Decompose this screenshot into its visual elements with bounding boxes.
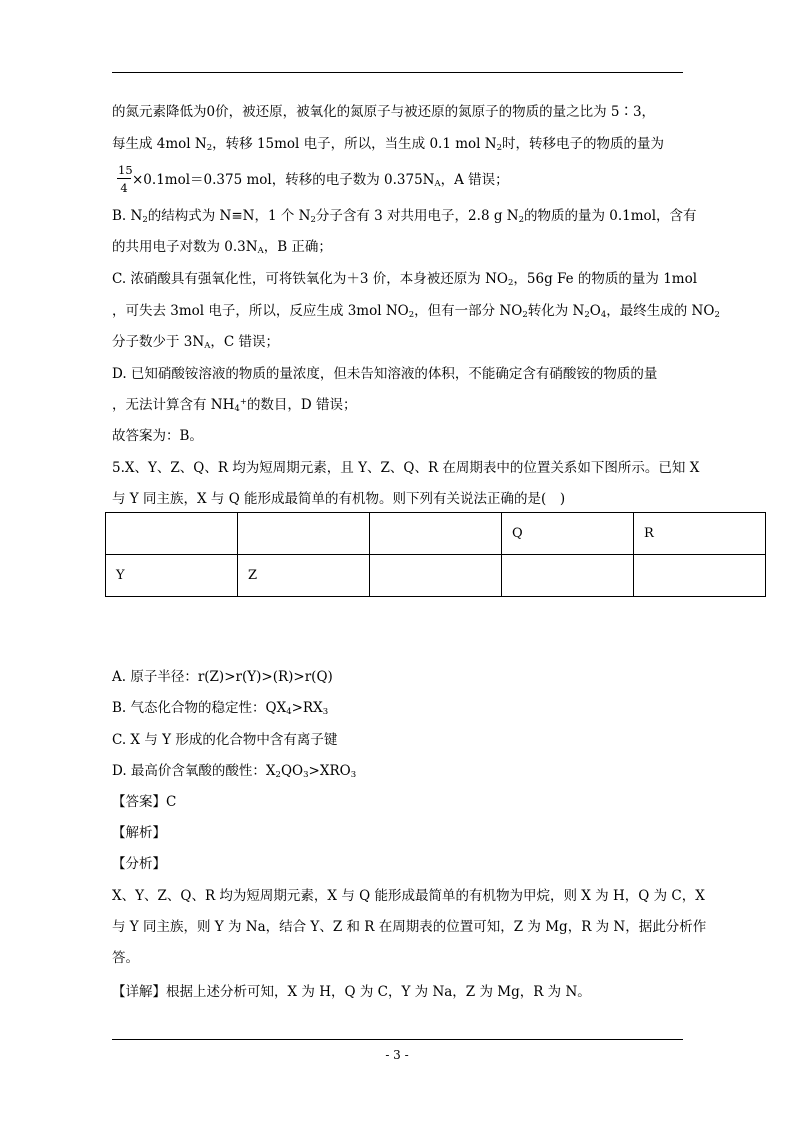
analysis-text: X、Y、Z、Q、R 均为短周期元素，X 与 Q 能形成最简单的有机物为甲烷，则 X 为 H，Q 为 C，X xyxy=(112,888,705,904)
question-line: 5.X、Y、Z、Q、R 均为短周期元素，且 Y、Z、Q、R 在周期表中的位置关系如下图所示。已知 X xyxy=(112,460,700,476)
option-b: B. 气态化合物的稳定性：$QX_4>RX_3$ xyxy=(112,700,329,717)
fraction-denominator: 4 xyxy=(120,181,128,195)
text-line: D. 已知硝酸铵溶液的物质的量浓度，但未告知溶液的体积，不能确定含有硝酸铵的物质的量 xyxy=(112,366,658,382)
answer-label: 【答案】C xyxy=(112,794,177,810)
table-cell: Y xyxy=(106,555,238,597)
table-cell xyxy=(106,513,238,555)
header-rule xyxy=(112,72,683,73)
footer-rule xyxy=(112,1039,683,1040)
table-cell xyxy=(634,555,766,597)
text-line: 的氮元素降低为0价，被还原，被氧化的氮原子与被还原的氮原子的物质的量之比为 5∶3， xyxy=(112,104,656,120)
table-row xyxy=(106,513,766,555)
table-cell: R xyxy=(634,513,766,555)
option-d: D. 最高价含氧酸的酸性：$X_2QO_3>XRO_3$ xyxy=(112,763,357,780)
table-row xyxy=(106,555,766,597)
text-line: B. $N_2$的结构式为 N≡N，1 个 $N_2$分子含有 3 对共用电子，2.8 g $N_2$的物质的量为 0.1mol，含有 xyxy=(112,208,697,225)
periodic-table-fragment xyxy=(105,512,766,597)
text-line: ，可失去 3mol 电子，所以，反应生成 3mol $NO_2$，但有一部分 $NO_2$转化为 $N_2O_4$，最终生成的 $NO_2$ xyxy=(112,303,720,320)
table-cell xyxy=(502,555,634,597)
text-line: 的共用电子对数为 $0.3N_A$，B 正确； xyxy=(112,239,332,256)
table-cell xyxy=(238,513,370,555)
table-cell: Z xyxy=(238,555,370,597)
question-line: 与 Y 同主族，X 与 Q 能形成最简单的有机物。则下列有关说法正确的是( ) xyxy=(112,491,566,507)
option-c: C. X 与 Y 形成的化合物中含有离子键 xyxy=(112,732,338,748)
option-a: A. 原子半径：r(Z)>r(Y)>(R)>r(Q) xyxy=(112,669,333,685)
analysis-heading: 【解析】 xyxy=(112,825,166,841)
fraction-bar xyxy=(117,178,131,179)
table-cell xyxy=(370,555,502,597)
analysis-text: 与 Y 同主族，则 Y 为 Na，结合 Y、Z 和 R 在周期表的位置可知，Z 为 Mg，R 为 N，据此分析作 xyxy=(112,919,707,935)
table-cell: Q xyxy=(502,513,634,555)
text-line: 分子数少于 $3N_A$，C 错误； xyxy=(112,334,279,351)
text-line: ×0.1mol＝0.375 mol，转移的电子数为 $0.375N_A$，A 错误； xyxy=(132,172,509,189)
detailed-explanation: 【详解】根据上述分析可知，X 为 H，Q 为 C，Y 为 Na，Z 为 Mg，R 为 N。 xyxy=(112,984,591,1000)
analysis-subheading: 【分析】 xyxy=(112,856,166,872)
text-line: ，无法计算含有 $NH_4^+$的数目，D 错误； xyxy=(112,397,357,414)
analysis-text: 答。 xyxy=(112,950,139,966)
table-cell xyxy=(370,513,502,555)
text-line: C. 浓硝酸具有强氧化性，可将铁氧化为＋3 价，本身被还原为 $NO_2$，56g Fe 的物质的量为 1mol xyxy=(112,271,698,288)
fraction-numerator: 15 xyxy=(118,163,133,177)
text-line: 每生成 4mol $N_2$，转移 15mol 电子，所以，当生成 0.1 mol $N_2$时，转移电子的物质的量为 xyxy=(112,136,664,153)
page-number: - 3 - xyxy=(385,1048,409,1062)
text-line: 故答案为：B。 xyxy=(112,428,203,444)
